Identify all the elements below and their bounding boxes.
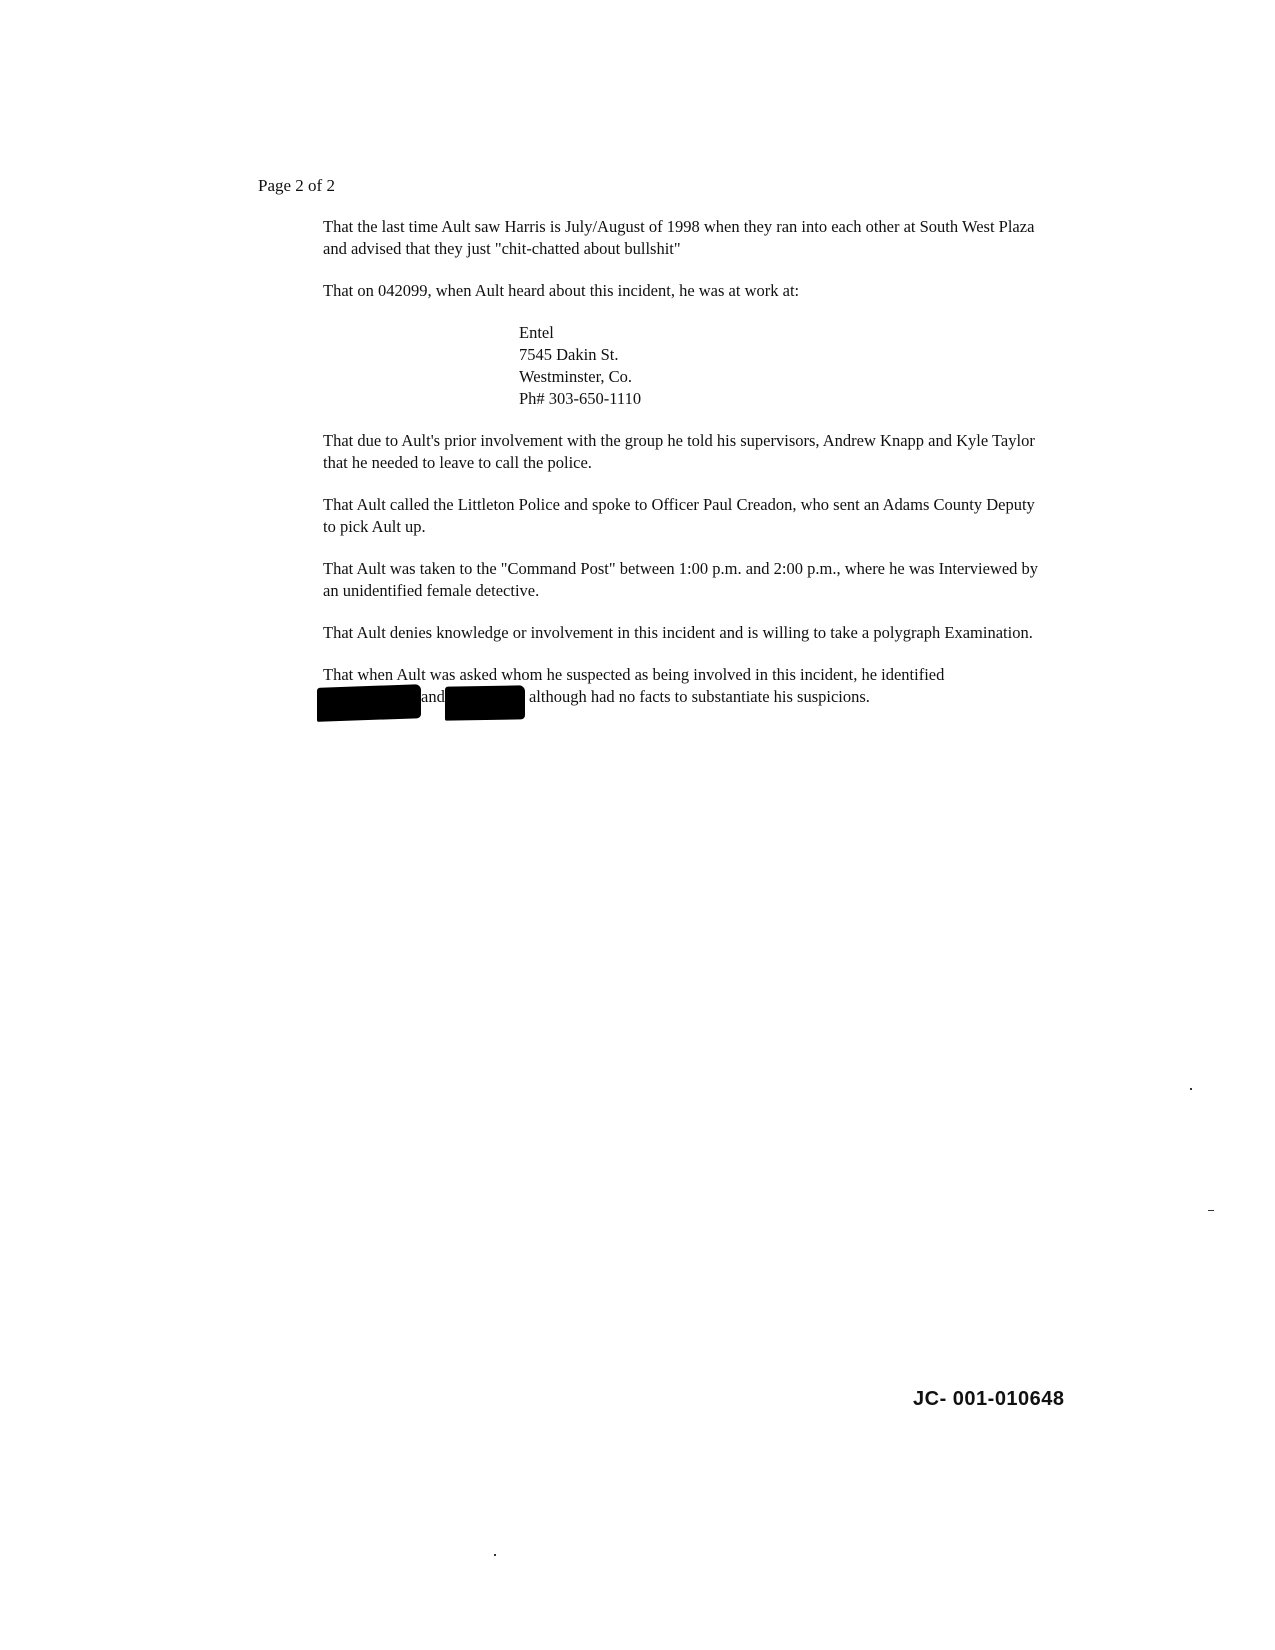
address-phone: Ph# 303-650-1110 <box>519 389 642 408</box>
paragraph-command-post: That Ault was taken to the "Command Post" between 1:00 p.m. and 2:00 p.m., where he was Interviewed by an unidentified female detective. <box>323 559 1039 600</box>
paragraph-suspects <box>323 664 1043 720</box>
scan-speck <box>1208 1210 1214 1211</box>
page-number: Page 2 of 2 <box>258 176 335 195</box>
conjunction-text: and <box>421 687 445 706</box>
address-company: Entel <box>519 323 554 342</box>
bates-number: JC- 001-010648 <box>913 1388 1065 1410</box>
scan-speck <box>494 1554 496 1556</box>
suspects-line-1: That when Ault was asked whom he suspected as being involved in this incident, he identified <box>323 665 945 684</box>
redaction-block <box>317 684 421 722</box>
scan-speck <box>1190 1088 1192 1090</box>
workplace-address <box>323 322 1043 410</box>
document-body <box>323 216 1043 740</box>
paragraph-police-call: That Ault called the Littleton Police and spoke to Officer Paul Creadon, who sent an Adams County Deputy to pick Ault up. <box>323 495 1035 536</box>
paragraph-workplace: That on 042099, when Ault heard about this incident, he was at work at: <box>323 281 800 300</box>
paragraph-supervisors: That due to Ault's prior involvement with the group he told his supervisors, Andrew Knapp and Kyle Taylor that he needed to leave to call the police. <box>323 431 1035 472</box>
redaction-block <box>445 685 525 720</box>
paragraph-polygraph: That Ault denies knowledge or involvement in this incident and is willing to take a polygraph Examination. <box>323 623 1033 642</box>
paragraph-last-contact: That the last time Ault saw Harris is July/August of 1998 when they ran into each other at South West Plaza and advised that they just "chit-chatted about bullshit" <box>323 217 1035 258</box>
address-street: 7545 Dakin St. <box>519 345 619 364</box>
suspects-line-2 <box>323 686 1043 720</box>
address-city: Westminster, Co. <box>519 367 633 386</box>
suspects-line-2-text: although had no facts to substantiate his suspicions. <box>524 687 870 706</box>
